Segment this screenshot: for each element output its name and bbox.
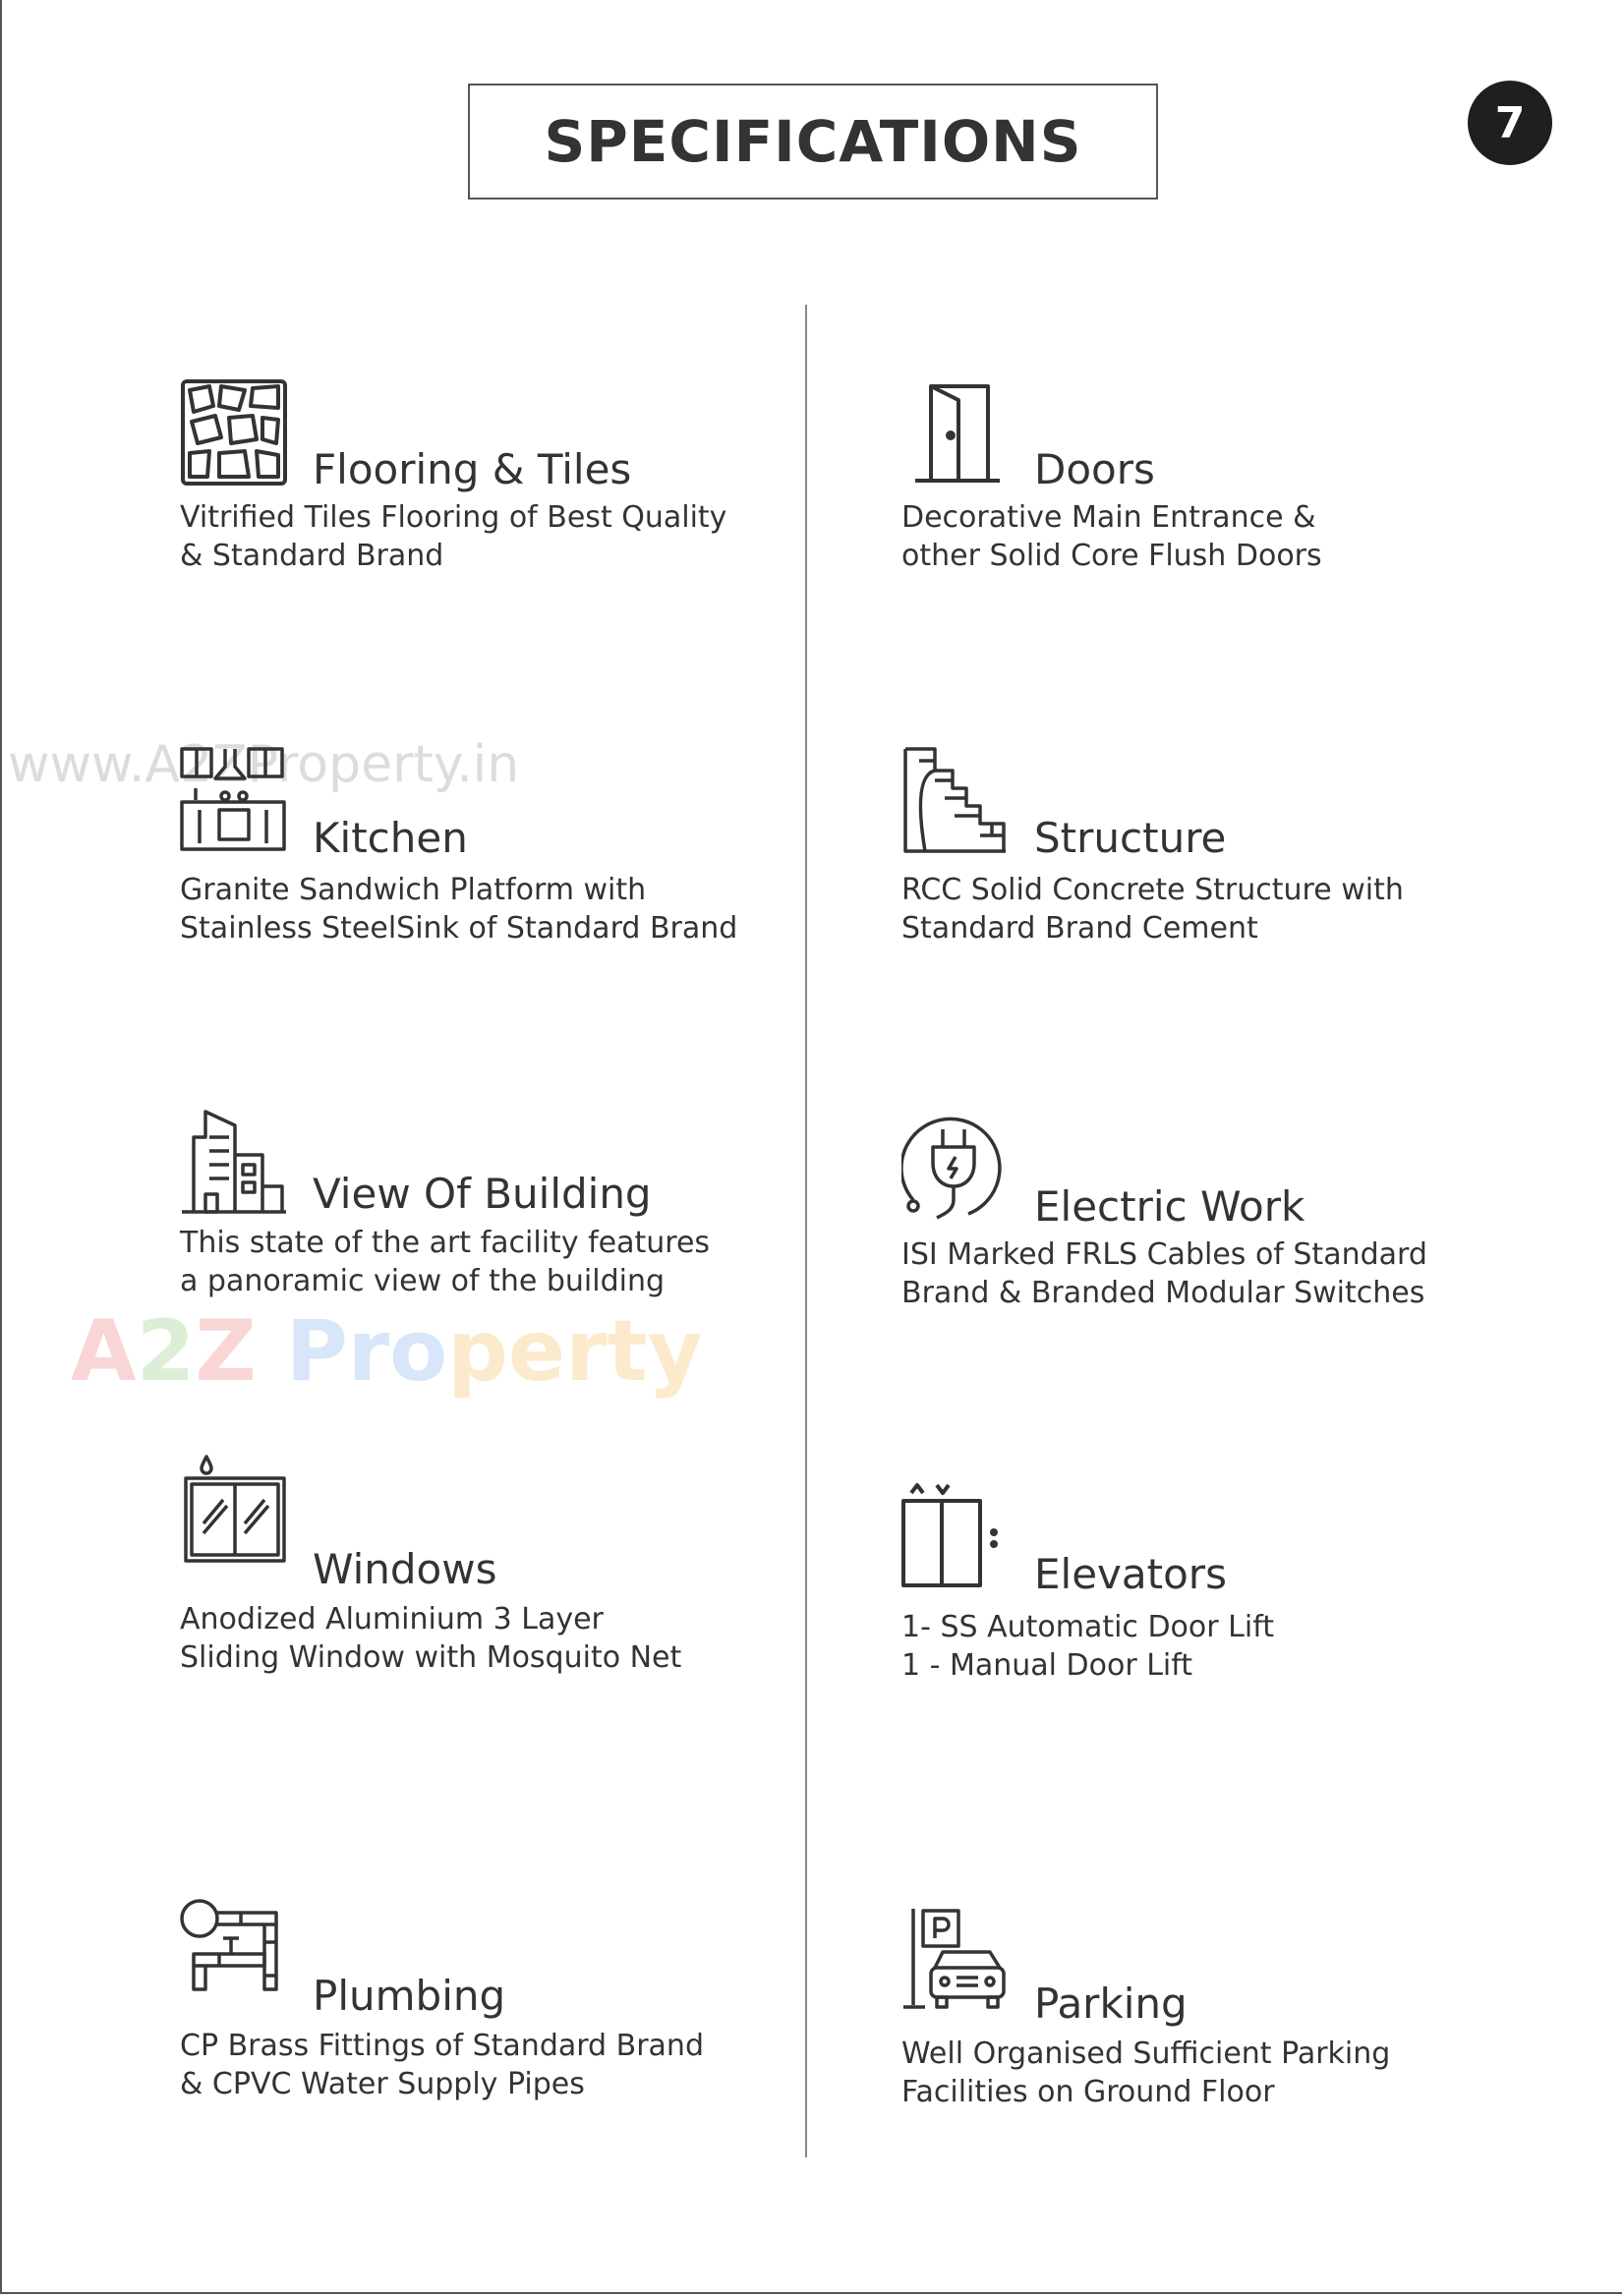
brick-wall-icon: [901, 745, 1010, 853]
spec-desc-line1: ISI Marked FRLS Cables of Standard: [901, 1237, 1427, 1272]
spec-desc-line1: Granite Sandwich Platform with: [180, 873, 647, 907]
spec-desc-line1: CP Brass Fittings of Standard Brand: [180, 2029, 704, 2063]
building-icon: [180, 1108, 288, 1216]
spec-title: Kitchen: [313, 814, 468, 862]
spec-desc-line1: Anodized Aluminium 3 Layer: [180, 1602, 604, 1636]
spec-title: View Of Building: [313, 1170, 652, 1218]
spec-desc-line2: Facilities on Ground Floor: [901, 2075, 1275, 2109]
door-icon: [901, 378, 1010, 487]
spec-title: Flooring & Tiles: [313, 445, 632, 493]
spec-title: Parking: [1034, 1980, 1188, 2028]
spec-desc-line2: other Solid Core Flush Doors: [901, 539, 1322, 573]
watermark-brand: A2Z Property: [71, 1302, 703, 1401]
spec-desc-line1: 1- SS Automatic Door Lift: [901, 1610, 1274, 1644]
watermark-url: www.A2ZProperty.in: [8, 735, 520, 794]
window-icon: [180, 1455, 288, 1563]
spec-desc-line2: a panoramic view of the building: [180, 1264, 666, 1298]
page-title-box: [468, 84, 1158, 200]
elevator-icon: [901, 1479, 1010, 1587]
spec-desc-line1: Vitrified Tiles Flooring of Best Quality: [180, 500, 727, 535]
spec-desc-line2: & Standard Brand: [180, 539, 444, 573]
parking-icon: [901, 1907, 1010, 2015]
spec-desc-line2: Stainless SteelSink of Standard Brand: [180, 911, 738, 946]
spec-desc-line2: Brand & Branded Modular Switches: [901, 1276, 1425, 1310]
page-title: SPECIFICATIONS: [544, 108, 1082, 175]
spec-desc-line1: Decorative Main Entrance &: [901, 500, 1316, 535]
spec-desc-line1: Well Organised Sufficient Parking: [901, 2037, 1391, 2071]
spec-title: Electric Work: [1034, 1182, 1305, 1231]
plug-icon: [901, 1116, 1010, 1224]
column-divider: [805, 305, 807, 2157]
spec-desc-line2: Sliding Window with Mosquito Net: [180, 1640, 682, 1675]
spec-desc-line1: This state of the art facility features: [180, 1226, 711, 1260]
tiles-icon: [180, 378, 288, 487]
page-number-badge: 7: [1468, 81, 1552, 165]
spec-title: Structure: [1034, 814, 1227, 862]
spec-title: Windows: [313, 1545, 497, 1593]
spec-desc-line2: 1 - Manual Door Lift: [901, 1648, 1193, 1683]
spec-desc-line1: RCC Solid Concrete Structure with: [901, 873, 1404, 907]
spec-title: Elevators: [1034, 1550, 1227, 1598]
spec-desc-line2: Standard Brand Cement: [901, 911, 1258, 946]
kitchen-icon: [180, 745, 288, 853]
spec-title: Doors: [1034, 445, 1155, 493]
spec-desc-line2: & CPVC Water Supply Pipes: [180, 2067, 585, 2101]
spec-title: Plumbing: [313, 1972, 506, 2020]
pipes-icon: [180, 1899, 288, 2007]
